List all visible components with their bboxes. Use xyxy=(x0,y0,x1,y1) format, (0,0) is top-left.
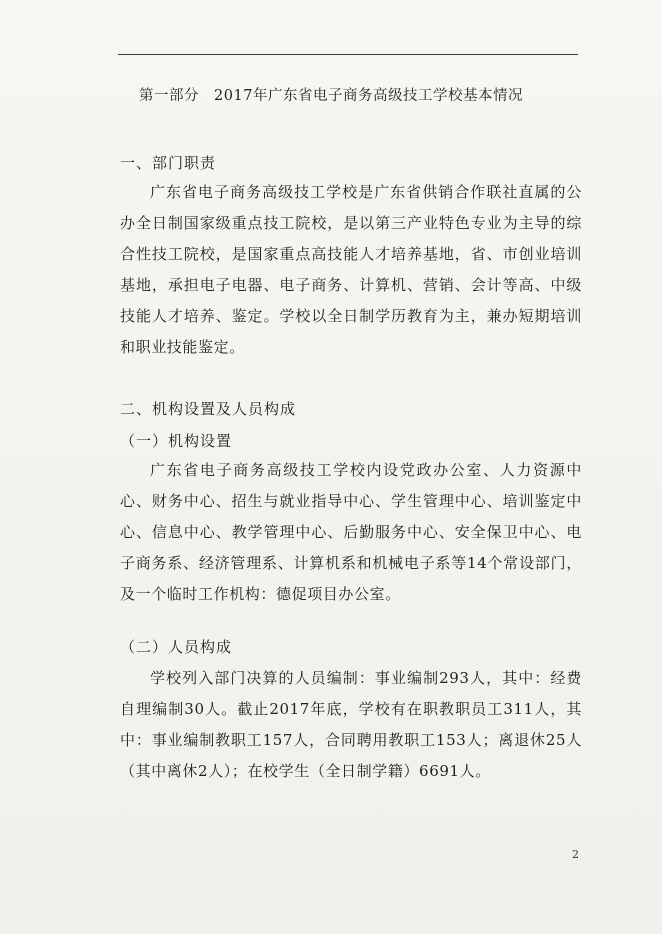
section-heading-structure: 二、机构设置及人员构成 xyxy=(120,400,297,418)
paragraph-personnel: 学校列入部门决算的人员编制：事业编制293人，其中：经费自理编制30人。截止2017年底，学校有在职教职员工311人，其中：事业编制教职工157人，合同聘用教职工153人；离退休25人（其中离休2人）；在校学生（全日制学籍）6691人。 xyxy=(120,669,582,780)
header-rule xyxy=(118,54,578,55)
paragraph-organization: 广东省电子商务高级技工学校内设党政办公室、人力资源中心、财务中心、招生与就业指导中心、学生管理中心、培训鉴定中心、信息中心、教学管理中心、后勤服务中心、安全保卫中心、电子商务系、经济管理系、计算机系和机械电子系等14个常设部门，及一个临时工作机构：德促项目办公室。 xyxy=(120,461,582,603)
page-number: 2 xyxy=(572,848,579,861)
subsection-heading-organization: （一）机构设置 xyxy=(120,432,233,450)
subsection-heading-personnel: （二）人员构成 xyxy=(120,638,233,656)
paragraph-duties: 广东省电子商务高级技工学校是广东省供销合作联社直属的公办全日制国家级重点技工院校，是以第三产业特色专业为主导的综合性技工院校，是国家重点高技能人才培养基地，省、市创业培训基地，承担电子电器、电子商务、计算机、营销、会计等高、中级技能人才培养、鉴定。学校以全日制学历教育为主，兼办短期培训和职业技能鉴定。 xyxy=(120,183,582,356)
section-heading-duties: 一、部门职责 xyxy=(120,154,217,172)
page-title: 第一部分 2017年广东省电子商务高级技工学校基本情况 xyxy=(139,88,523,104)
